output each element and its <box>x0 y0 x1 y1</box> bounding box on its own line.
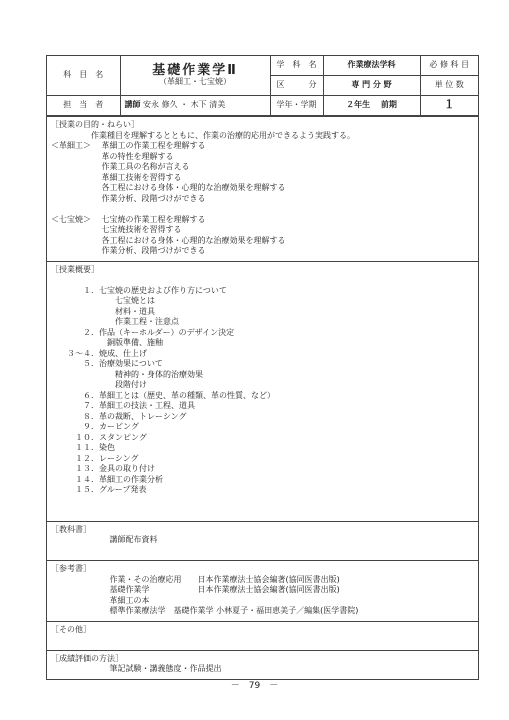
section-heading: ［教科書］ <box>51 524 91 534</box>
text-line: 各工程における身体・心理的な治療効果を理解する <box>51 183 286 192</box>
text-line: 基礎作業学 日本作業療法士協会編著(協同医書出版) <box>51 585 340 594</box>
text-line: １．七宝焼の歴史および作り方について <box>51 285 227 295</box>
text-line: ＜七宝焼＞ 七宝焼の作業工程を理解する <box>51 214 206 224</box>
text-line: 作業・その治療応用 日本作業療法士協会編著(協同医書出版) <box>51 574 340 584</box>
text-line: ３～４．焼成、仕上げ <box>51 348 147 358</box>
text-line: 作業分析、段階づけができる <box>51 193 206 203</box>
goals-lines <box>51 131 474 257</box>
text-line: 各工程における身体・心理的な治療効果を理解する <box>51 235 286 245</box>
text-line: ８．革の裁断、トレーシング <box>51 411 187 421</box>
textbook-lines <box>51 535 474 556</box>
text-line: １０．スタンピング <box>51 432 147 442</box>
text-line: ７．革細工の技法・工程、道具 <box>51 401 195 410</box>
text-line: 精神的・身体的治療効果 <box>51 369 203 379</box>
text-line: 筆記試験・講義態度・作品提出 <box>51 664 222 673</box>
label-term: 学年・学期 <box>270 96 323 116</box>
text-line <box>51 546 474 557</box>
text-line: 作業工具の名称が言える <box>51 162 190 171</box>
text-line: 作業種目を理解するとともに、作業の治療的応用ができるよう実践する。 <box>51 130 355 140</box>
text-line: １４．革細工の作業分析 <box>51 474 163 484</box>
section-other <box>47 621 478 650</box>
label-credits: 単 位 数 <box>420 76 478 96</box>
teacher-cell <box>120 96 270 116</box>
text-line: ９．カービング <box>51 422 139 431</box>
text-line: ５．治療効果について <box>51 359 163 368</box>
label-category: 区 分 <box>270 76 323 96</box>
text-line <box>51 204 474 215</box>
section-evaluation <box>47 650 478 679</box>
section-heading: ［成績評価の方法］ <box>51 653 123 663</box>
section-heading: ［授業概要］ <box>51 264 99 274</box>
text-line: 七宝焼技術を習得する <box>51 225 182 234</box>
label-department: 学 科 名 <box>270 56 323 76</box>
other-lines <box>51 635 474 646</box>
section-heading: ［参考書］ <box>51 564 91 573</box>
category-value: 専 門 分 野 <box>323 76 420 96</box>
text-line: １３．金具の取り付け <box>51 464 155 473</box>
text-line: 標準作業療法学 基礎作業学 小林夏子・福田恵美子／編集(医学書院) <box>51 606 359 615</box>
text-line: １２．レーシング <box>51 453 139 463</box>
text-line: ２．作品（キーホルダー）のデザイン決定 <box>51 327 235 337</box>
section-references <box>47 560 478 621</box>
text-line: １１．染色 <box>51 443 115 452</box>
teacher-names: 安永 修久 ・ 木下 清美 <box>143 100 226 110</box>
required-label: 必 修 科 目 <box>420 56 478 76</box>
text-line: 革の特性を理解する <box>51 151 174 161</box>
course-title: 基礎作業学Ⅱ <box>152 62 238 78</box>
text-line <box>51 275 474 286</box>
text-line: 講師配布資料 <box>51 535 158 544</box>
section-textbook <box>47 521 478 561</box>
text-line: １５．グループ発表 <box>51 485 147 494</box>
course-title-cell <box>120 56 270 96</box>
text-line: 材料・道具 <box>51 306 155 316</box>
department-value: 作業療法学科 <box>323 56 420 76</box>
section-heading: ［その他］ <box>51 624 91 634</box>
course-subtitle: （革細工・七宝焼） <box>159 77 231 87</box>
section-overview <box>47 261 478 521</box>
text-line: 革細工の本 <box>51 595 150 605</box>
text-line: 銅版準備、施釉 <box>51 338 163 347</box>
credits-value: １ <box>420 96 478 116</box>
text-line: 作業工程・注意点 <box>51 317 179 326</box>
text-line: 革細工技術を習得する <box>51 172 182 182</box>
evaluation-lines <box>51 664 474 675</box>
text-line <box>51 506 474 517</box>
text-line <box>51 496 474 507</box>
references-lines <box>51 575 474 617</box>
teacher-role: 講師 <box>124 100 141 110</box>
page-number: － 79 － <box>230 681 279 691</box>
text-line <box>51 635 474 646</box>
term-value: ２年生 前期 <box>323 96 420 116</box>
overview-lines <box>51 275 474 517</box>
text-line: 七宝焼とは <box>51 296 155 305</box>
section-heading: ［授業の目的・ねらい］ <box>51 120 139 129</box>
syllabus-sheet <box>46 55 479 680</box>
header-table <box>47 56 478 116</box>
text-line: ６．革細工とは（歴史、革の種類、革の性質、など） <box>51 390 275 400</box>
text-line: ＜革細工＞ 革細工の作業工程を理解する <box>51 141 206 150</box>
section-goals <box>47 116 478 261</box>
label-subject: 科 目 名 <box>47 56 120 96</box>
label-teacher: 担 当 者 <box>47 96 120 116</box>
text-line: 作業分析、段階づけができる <box>51 246 206 255</box>
text-line: 段階付け <box>51 380 147 389</box>
